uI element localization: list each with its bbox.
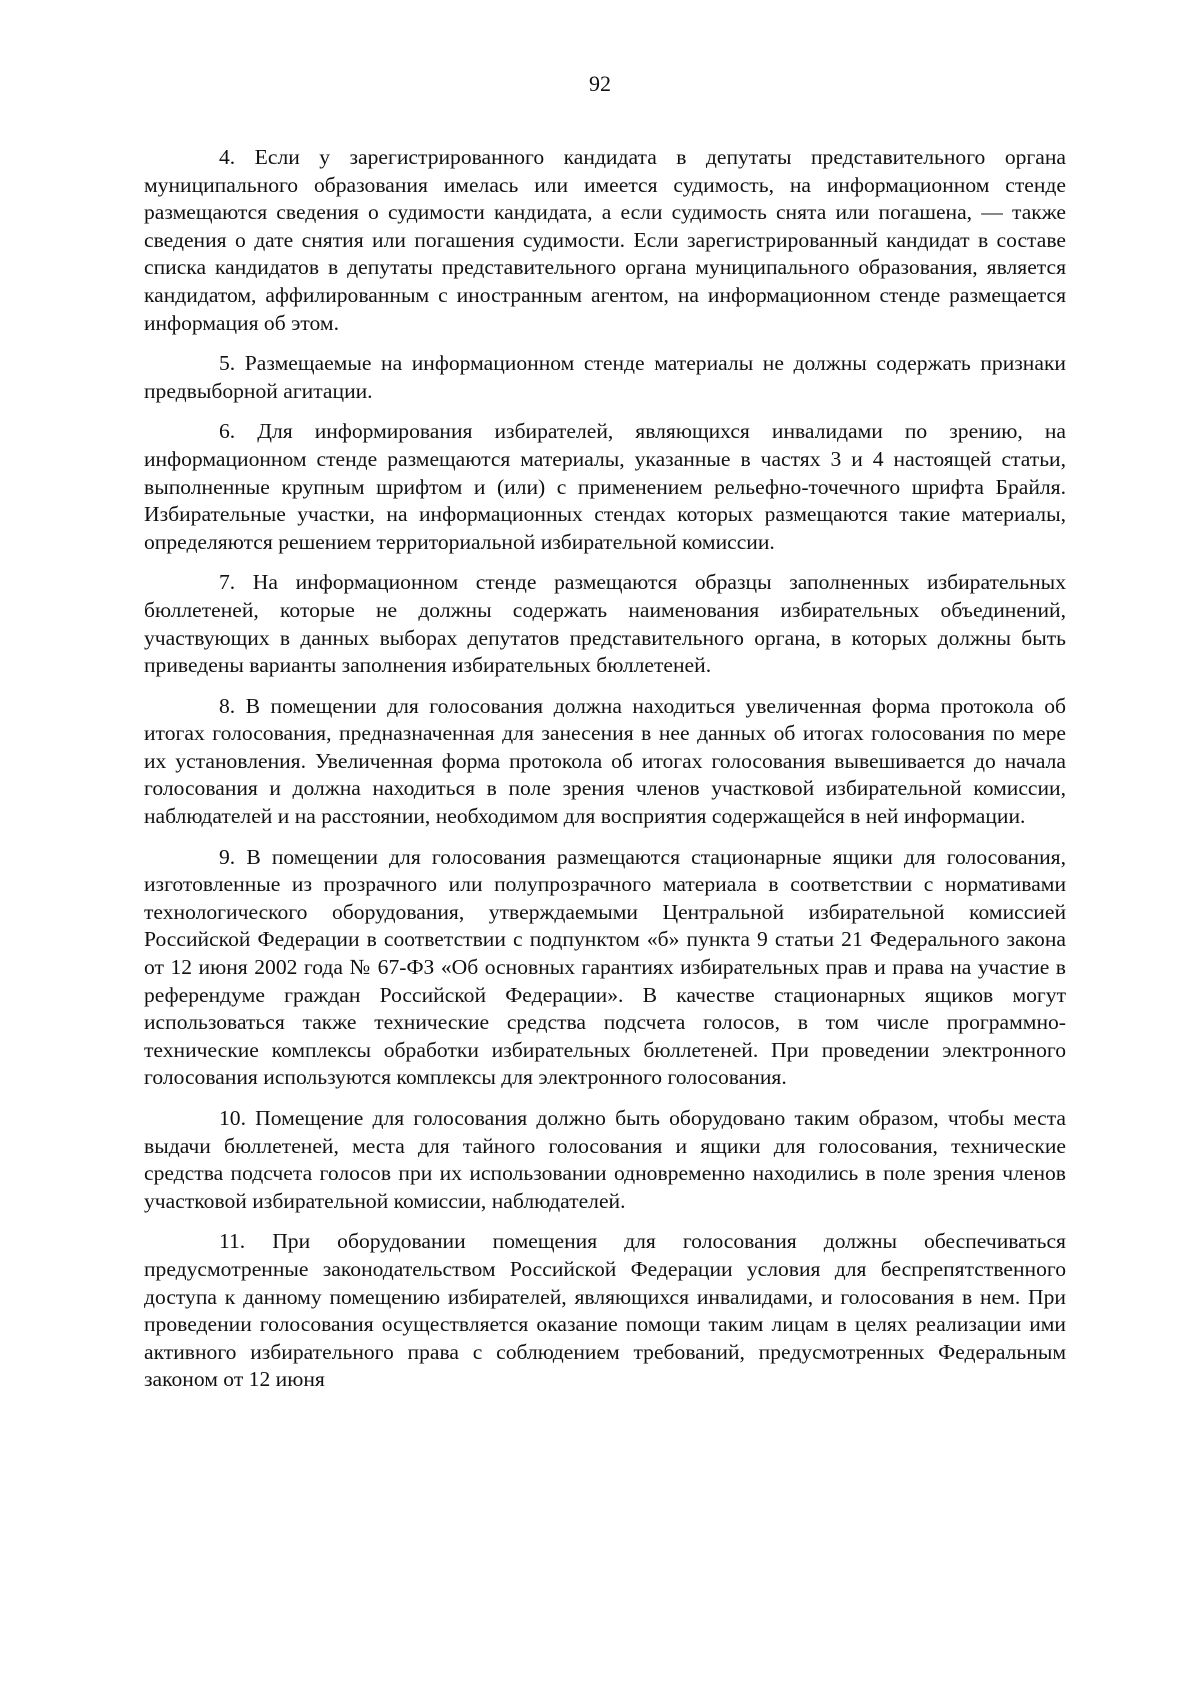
paragraph-9: 9. В помещении для голосования размещаются стационарные ящики для голосования, изготовленные из прозрачного или полупрозрачного материала в соответствии с нормативами технологического оборудования, утверждаемыми Центральной избирательной комиссией Российской Федерации в соответствии с подпунктом «б» пункта 9 статьи 21 Федерального закона от 12 июня 2002 года № 67-ФЗ «Об основных гарантиях избирательных прав и права на участие в референдуме граждан Российской Федерации». В качестве стационарных ящиков могут использоваться также технические средства подсчета голосов, в том числе программно-технические комплексы обработки избирательных бюллетеней. При проведении электронного голосования используются комплексы для электронного голосования. bbox=[144, 844, 1066, 1090]
paragraph-6: 6. Для информирования избирателей, являющихся инвалидами по зрению, на информационном стенде размещаются материалы, указанные в частях 3 и 4 настоящей статьи, выполненные крупным шрифтом и (или) с применением рельефно-точечного шрифта Брайля. Избирательные участки, на информационных стендах которых размещаются такие материалы, определяются решением территориальной избирательной комиссии. bbox=[144, 419, 1066, 554]
page-number: 92 bbox=[589, 71, 611, 96]
paragraph-11: 11. При оборудовании помещения для голосования должны обеспечиваться предусмотренные законодательством Российской Федерации условия для беспрепятственного доступа к данному помещению избирателей, являющихся инвалидами, и голосования в нем. При проведении голосования осуществляется оказание помощи таким лицам в целях реализации ими активного избирательного права с соблюдением требований, предусмотренных Федеральным законом от 12 июня bbox=[144, 1229, 1066, 1392]
paragraph-10: 10. Помещение для голосования должно быть оборудовано таким образом, чтобы места выдачи бюллетеней, места для тайного голосования и ящики для голосования, технические средства подсчета голосов при их использовании одновременно находились в поле зрения членов участковой избирательной комиссии, наблюдателей. bbox=[144, 1106, 1066, 1213]
paragraph-8: 8. В помещении для голосования должна находиться увеличенная форма протокола об итогах голосования, предназначенная для занесения в нее данных об итогах голосования по мере их установления. Увеличенная форма протокола об итогах голосования вывешивается до начала голосования и должна находиться в поле зрения членов участковой избирательной комиссии, наблюдателей и на расстоянии, необходимом для восприятия содержащейся в ней информации. bbox=[144, 693, 1066, 829]
paragraph-5: 5. Размещаемые на информационном стенде материалы не должны содержать признаки предвыборной агитации. bbox=[144, 351, 1066, 403]
document-body bbox=[144, 144, 1066, 1407]
paragraph-4: 4. Если у зарегистрированного кандидата в депутаты представительного органа муниципального образования имелась или имеется судимость, на информационном стенде размещаются сведения о судимости кандидата, а если судимость снята или погашена, — также сведения о дате снятия или погашения судимости. Если зарегистрированный кандидат в составе списка кандидатов в депутаты представительного органа муниципального образования, является кандидатом, аффилированным с иностранным агентом, на информационном стенде размещается информация об этом. bbox=[144, 145, 1066, 335]
paragraph-7: 7. На информационном стенде размещаются образцы заполненных избирательных бюллетеней, которые не должны содержать наименования избирательных объединений, участвующих в данных выборах депутатов представительного органа, в которых должны быть приведены варианты заполнения избирательных бюллетеней. bbox=[144, 570, 1066, 678]
